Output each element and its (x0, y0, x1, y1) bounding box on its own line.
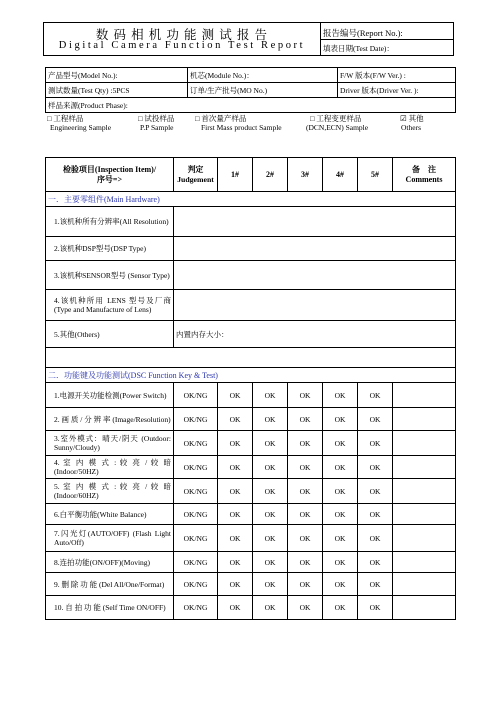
comment-cell[interactable] (393, 456, 456, 479)
checkbox-icon[interactable]: □ (310, 114, 315, 123)
table-row (46, 383, 456, 408)
function-item-label: 4. 室 内 模 式 : 较 亮 / 较 暗 (Indoor/50HZ) (46, 456, 174, 479)
result-cell[interactable]: OK (358, 504, 393, 525)
table-row (46, 479, 456, 504)
section-main-hardware: 一．主要零组件(Main Hardware) (46, 192, 456, 207)
result-cell[interactable]: OK (253, 431, 288, 456)
mo-no-field: 订单/生产批号(MO No.) (188, 83, 338, 98)
header-col-3: 3# (288, 158, 323, 192)
comment-cell[interactable] (393, 383, 456, 408)
title-en: Digital Camera Function Test Report (58, 40, 306, 51)
hardware-value[interactable] (174, 261, 456, 290)
table-row (46, 408, 456, 431)
result-cell[interactable]: OK (288, 431, 323, 456)
inspection-table (45, 157, 456, 620)
function-item-label: 9. 删 除 功 能 (Del All/One/Format) (46, 573, 174, 596)
title-cn: 数 码 相 机 功 能 测 试 报 告 (95, 28, 269, 42)
result-cell[interactable]: OK (288, 504, 323, 525)
result-cell[interactable]: OK (323, 596, 358, 620)
result-cell[interactable]: OK (253, 596, 288, 620)
result-cell[interactable]: OK (253, 479, 288, 504)
checkbox-checked-icon[interactable]: ☑ (400, 114, 407, 123)
report-no-label: 报告编号(Report No.): (323, 28, 403, 38)
header-comments: 备 注 Comments (393, 158, 456, 192)
header-col-2: 2# (253, 158, 288, 192)
hardware-item: 1.该机种所有分辨率(All Resolution) (46, 207, 174, 237)
judgement-cell: OK/NG (174, 573, 218, 596)
checkbox-icon[interactable]: □ (195, 114, 200, 123)
result-cell[interactable]: OK (218, 479, 253, 504)
result-cell[interactable]: OK (323, 456, 358, 479)
table-row (46, 431, 456, 456)
result-cell[interactable]: OK (218, 596, 253, 620)
judgement-cell: OK/NG (174, 479, 218, 504)
result-cell[interactable]: OK (323, 525, 358, 552)
result-cell[interactable]: OK (358, 456, 393, 479)
result-cell[interactable]: OK (323, 383, 358, 408)
comment-cell[interactable] (393, 525, 456, 552)
result-cell[interactable]: OK (288, 596, 323, 620)
result-cell[interactable]: OK (288, 573, 323, 596)
result-cell[interactable]: OK (288, 408, 323, 431)
result-cell[interactable]: OK (288, 479, 323, 504)
result-cell[interactable]: OK (358, 552, 393, 573)
result-cell[interactable]: OK (358, 525, 393, 552)
result-cell[interactable]: OK (253, 504, 288, 525)
result-cell[interactable]: OK (288, 552, 323, 573)
result-cell[interactable]: OK (218, 525, 253, 552)
judgement-cell: OK/NG (174, 525, 218, 552)
memory-size-note: 内置内存大小： (174, 321, 456, 348)
hardware-value[interactable] (174, 237, 456, 261)
result-cell[interactable]: OK (358, 596, 393, 620)
comment-cell[interactable] (393, 479, 456, 504)
hardware-item: 4.该机种所用 LENS 型号及厂商(Type and Manufacture of Lens) (46, 290, 174, 321)
function-item-label: 10. 自 拍 功 能 (Self Time ON/OFF) (46, 596, 174, 620)
comment-cell[interactable] (393, 573, 456, 596)
result-cell[interactable]: OK (323, 552, 358, 573)
function-item-label: 2. 画 质 / 分 辨 率 (Image/Resolution) (46, 408, 174, 431)
judgement-cell: OK/NG (174, 596, 218, 620)
function-item-label: 8.连拍功能(ON/OFF)(Moving) (46, 552, 174, 573)
judgement-cell: OK/NG (174, 504, 218, 525)
comment-cell[interactable] (393, 596, 456, 620)
judgement-cell: OK/NG (174, 552, 218, 573)
table-row (46, 456, 456, 479)
test-date-label: 填表日期(Test Date)： (323, 44, 394, 53)
hardware-item: 2.该机种DSP型号(DSP Type) (46, 237, 174, 261)
result-cell[interactable]: OK (358, 408, 393, 431)
table-row (46, 504, 456, 525)
comment-cell[interactable] (393, 552, 456, 573)
result-cell[interactable]: OK (218, 408, 253, 431)
judgement-cell: OK/NG (174, 456, 218, 479)
fw-ver-field: F/W 版本(F/W Ver.) : (338, 68, 456, 83)
result-cell[interactable]: OK (253, 573, 288, 596)
result-cell[interactable]: OK (218, 552, 253, 573)
module-no-field: 机芯(Module No.)： (188, 68, 338, 83)
hardware-item: 5.其他(Others) (46, 321, 174, 348)
result-cell[interactable]: OK (358, 479, 393, 504)
result-cell[interactable]: OK (323, 573, 358, 596)
comment-cell[interactable] (393, 504, 456, 525)
function-item-label: 1.电源开关功能检测(Power Switch) (46, 383, 174, 408)
result-cell[interactable]: OK (218, 504, 253, 525)
phase-option-pp[interactable]: □ 试投样品 P.P Sample (138, 114, 175, 132)
result-cell[interactable]: OK (358, 383, 393, 408)
result-cell[interactable]: OK (323, 408, 358, 431)
table-row (46, 525, 456, 552)
result-cell[interactable]: OK (253, 552, 288, 573)
function-item-label: 3.室外模式：晴天/阴天 (Outdoor: Sunny/Cloudy) (46, 431, 174, 456)
phase-option-engineering[interactable]: □ 工程样品 Engineering Sample (47, 114, 112, 132)
hardware-value[interactable] (174, 290, 456, 321)
judgement-cell: OK/NG (174, 383, 218, 408)
result-cell[interactable]: OK (218, 456, 253, 479)
comment-cell[interactable] (393, 408, 456, 431)
table-row (46, 573, 456, 596)
function-item-label: 6.白平衡功能(White Balance) (46, 504, 174, 525)
product-phase-label: 样品来源(Product Phase): (46, 98, 456, 113)
table-row (46, 552, 456, 573)
header-col-1: 1# (218, 158, 253, 192)
result-cell[interactable]: OK (323, 504, 358, 525)
hardware-item: 3.该机种SENSOR型号 (Sensor Type) (46, 261, 174, 290)
header-judgement: 判定 Judgement (174, 158, 218, 192)
checkbox-icon[interactable]: □ (47, 114, 52, 123)
section-function-test: 二．功能键及功能测试(DSC Function Key & Test) (46, 368, 456, 383)
result-cell[interactable]: OK (253, 456, 288, 479)
phase-option-change[interactable]: □ 工程变更样品 (DCN,ECN) Sample (306, 114, 369, 132)
checkbox-icon[interactable]: □ (138, 114, 143, 123)
function-item-label: 5. 室 内 模 式 : 较 亮 / 较 暗 (Indoor/60HZ) (46, 479, 174, 504)
hardware-value[interactable] (174, 207, 456, 237)
judgement-cell: OK/NG (174, 408, 218, 431)
result-cell[interactable]: OK (218, 573, 253, 596)
header-col-4: 4# (323, 158, 358, 192)
result-cell[interactable]: OK (288, 525, 323, 552)
comment-cell[interactable] (393, 431, 456, 456)
info-table (45, 67, 456, 113)
result-cell[interactable]: OK (253, 383, 288, 408)
phase-option-others[interactable]: ☑ 其他 Others (400, 114, 424, 132)
result-cell[interactable]: OK (253, 525, 288, 552)
result-cell[interactable]: OK (323, 479, 358, 504)
test-qty-field: 测试数量(Test Qty) :5PCS (46, 83, 188, 98)
model-no-field: 产品型号(Model No.): (46, 68, 188, 83)
blank-row (46, 348, 456, 368)
header-inspection-item: 检验项目(Inspection Item)/ 序号=> (46, 158, 174, 192)
result-cell[interactable]: OK (218, 383, 253, 408)
result-cell[interactable]: OK (288, 383, 323, 408)
result-cell[interactable]: OK (358, 431, 393, 456)
phase-option-first-mass[interactable]: □ 首次量产样品 First Mass product Sample (195, 114, 282, 132)
driver-ver-field: Driver 版本(Driver Ver. ): (338, 83, 456, 98)
result-cell[interactable]: OK (288, 456, 323, 479)
function-item-label: 7.闪光灯(AUTO/OFF) (Flash Light Auto/Off) (46, 525, 174, 552)
judgement-cell: OK/NG (174, 431, 218, 456)
result-cell[interactable]: OK (358, 573, 393, 596)
result-cell[interactable]: OK (218, 431, 253, 456)
table-row (46, 596, 456, 620)
result-cell[interactable]: OK (323, 431, 358, 456)
result-cell[interactable]: OK (253, 408, 288, 431)
header-col-5: 5# (358, 158, 393, 192)
